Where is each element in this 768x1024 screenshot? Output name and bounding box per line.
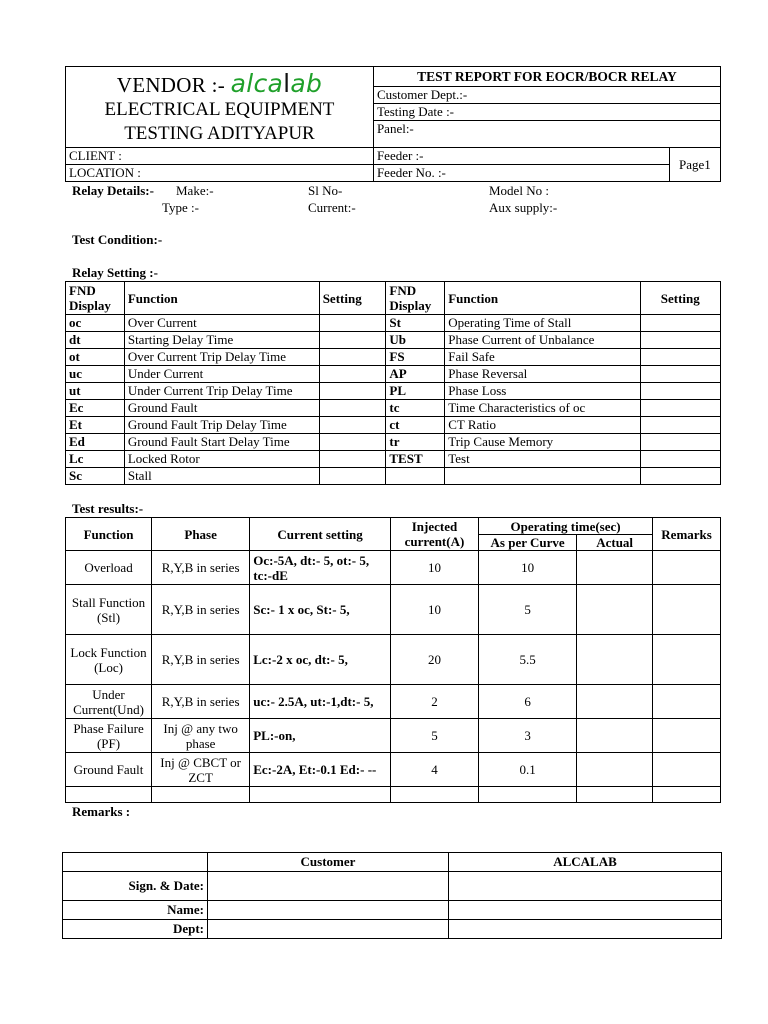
result-injected-current: 10 xyxy=(390,551,478,585)
relay-setting-table xyxy=(65,281,721,485)
result-injected-current: 20 xyxy=(390,635,478,685)
relay-aux-supply: Aux supply:- xyxy=(489,200,558,215)
result-remarks[interactable] xyxy=(653,753,721,787)
fnd-code: Sc xyxy=(66,468,125,485)
setting-value[interactable] xyxy=(319,366,386,383)
setting-value[interactable] xyxy=(640,434,721,451)
setting-value[interactable] xyxy=(640,400,721,417)
setting-row xyxy=(66,315,721,332)
col-function: Function xyxy=(445,282,640,315)
fnd-code: ct xyxy=(386,417,445,434)
customer-dept-cell[interactable] xyxy=(208,920,449,939)
result-actual[interactable] xyxy=(577,787,653,803)
report-title: TEST REPORT FOR EOCR/BOCR RELAY xyxy=(373,67,720,87)
function-name xyxy=(445,468,640,485)
result-remarks[interactable] xyxy=(653,635,721,685)
setting-value[interactable] xyxy=(319,400,386,417)
function-name: Phase Current of Unbalance xyxy=(445,332,640,349)
result-injected-current: 5 xyxy=(390,719,478,753)
fnd-code: uc xyxy=(66,366,125,383)
result-function: Lock Function (Loc) xyxy=(66,635,152,685)
setting-value[interactable] xyxy=(640,417,721,434)
fnd-code: PL xyxy=(386,383,445,400)
col-fnd-display: FND Display xyxy=(66,282,125,315)
customer-dept-field: Customer Dept.:- xyxy=(373,87,720,104)
result-current-setting: Sc:- 1 x oc, St:- 5, xyxy=(250,585,391,635)
result-actual[interactable] xyxy=(577,753,653,787)
relay-current: Current:- xyxy=(308,200,356,215)
fnd-code: ut xyxy=(66,383,125,400)
result-function: Stall Function (Stl) xyxy=(66,585,152,635)
col-setting: Setting xyxy=(640,282,721,315)
testing-date-field: Testing Date :- xyxy=(373,104,720,121)
result-current-setting xyxy=(250,787,391,803)
setting-value[interactable] xyxy=(640,468,721,485)
fnd-code: AP xyxy=(386,366,445,383)
vendor-cell xyxy=(66,67,374,148)
function-name: Phase Reversal xyxy=(445,366,640,383)
result-row xyxy=(66,685,721,719)
function-name: Ground Fault Start Delay Time xyxy=(124,434,319,451)
fnd-code: Ed xyxy=(66,434,125,451)
result-injected-current: 4 xyxy=(390,753,478,787)
relay-setting-heading: Relay Setting :- xyxy=(72,265,158,280)
result-as-per-curve xyxy=(479,787,577,803)
result-as-per-curve: 5 xyxy=(479,585,577,635)
function-name: Time Characteristics of oc xyxy=(445,400,640,417)
result-phase: R,Y,B in series xyxy=(152,551,250,585)
setting-value[interactable] xyxy=(319,417,386,434)
setting-row xyxy=(66,417,721,434)
col-injected-current: Injected current(A) xyxy=(390,518,478,551)
result-actual[interactable] xyxy=(577,585,653,635)
result-current-setting: Ec:-2A, Et:-0.1 Ed:- -- xyxy=(250,753,391,787)
col-alcalab: ALCALAB xyxy=(449,853,722,872)
col-function: Function xyxy=(66,518,152,551)
result-injected-current: 10 xyxy=(390,585,478,635)
client-field: CLIENT : xyxy=(66,148,374,165)
location-field: LOCATION : xyxy=(66,165,374,182)
setting-value[interactable] xyxy=(319,434,386,451)
function-name: Test xyxy=(445,451,640,468)
customer-sign-cell[interactable] xyxy=(208,872,449,901)
result-row xyxy=(66,585,721,635)
result-current-setting: uc:- 2.5A, ut:-1,dt:- 5, xyxy=(250,685,391,719)
setting-value[interactable] xyxy=(640,451,721,468)
col-as-per-curve: As per Curve xyxy=(479,535,577,551)
result-function: Overload xyxy=(66,551,152,585)
col-remarks: Remarks xyxy=(653,518,721,551)
col-customer: Customer xyxy=(208,853,449,872)
function-name: Stall xyxy=(124,468,319,485)
result-remarks[interactable] xyxy=(653,551,721,585)
vendor-prefix: VENDOR :- xyxy=(116,72,226,97)
result-row xyxy=(66,753,721,787)
customer-name-cell[interactable] xyxy=(208,901,449,920)
result-as-per-curve: 6 xyxy=(479,685,577,719)
function-name: Phase Loss xyxy=(445,383,640,400)
result-current-setting: Oc:-5A, dt:- 5, ot:- 5, tc:-dE xyxy=(250,551,391,585)
col-function: Function xyxy=(124,282,319,315)
fnd-code: TEST xyxy=(386,451,445,468)
remarks-label: Remarks : xyxy=(72,804,131,819)
result-as-per-curve: 3 xyxy=(479,719,577,753)
result-as-per-curve: 5.5 xyxy=(479,635,577,685)
fnd-code: FS xyxy=(386,349,445,366)
setting-row xyxy=(66,451,721,468)
setting-row xyxy=(66,468,721,485)
result-phase: Inj @ CBCT or ZCT xyxy=(152,753,250,787)
result-injected-current xyxy=(390,787,478,803)
alcalab-name-cell[interactable] xyxy=(449,901,722,920)
setting-row xyxy=(66,383,721,400)
sign-date-label: Sign. & Date: xyxy=(63,872,208,901)
fnd-code: tc xyxy=(386,400,445,417)
result-actual[interactable] xyxy=(577,685,653,719)
fnd-code: St xyxy=(386,315,445,332)
fnd-code: dt xyxy=(66,332,125,349)
relay-sl-no: Sl No- xyxy=(308,183,343,198)
setting-row xyxy=(66,400,721,417)
setting-row xyxy=(66,349,721,366)
vendor-line xyxy=(69,69,370,98)
setting-value[interactable] xyxy=(319,349,386,366)
setting-row xyxy=(66,434,721,451)
result-function: Under Current(Und) xyxy=(66,685,152,719)
result-phase: R,Y,B in series xyxy=(152,585,250,635)
panel-field: Panel:- xyxy=(373,121,720,148)
fnd-code: Ec xyxy=(66,400,125,417)
test-results-table xyxy=(65,517,721,803)
result-remarks[interactable] xyxy=(653,585,721,635)
alcalab-sign-cell[interactable] xyxy=(449,872,722,901)
setting-value[interactable] xyxy=(319,332,386,349)
result-remarks[interactable] xyxy=(653,685,721,719)
function-name: CT Ratio xyxy=(445,417,640,434)
function-name: Under Current Trip Delay Time xyxy=(124,383,319,400)
result-injected-current: 2 xyxy=(390,685,478,719)
relay-model-no: Model No : xyxy=(489,183,549,198)
result-phase: R,Y,B in series xyxy=(152,635,250,685)
dept-label: Dept: xyxy=(63,920,208,939)
result-function: Phase Failure (PF) xyxy=(66,719,152,753)
setting-value[interactable] xyxy=(640,332,721,349)
result-row xyxy=(66,787,721,803)
result-row xyxy=(66,719,721,753)
fnd-code: Et xyxy=(66,417,125,434)
setting-row xyxy=(66,332,721,349)
setting-value[interactable] xyxy=(640,315,721,332)
function-name: Trip Cause Memory xyxy=(445,434,640,451)
fnd-code: ot xyxy=(66,349,125,366)
result-as-per-curve: 10 xyxy=(479,551,577,585)
report-header-table xyxy=(65,66,721,182)
function-name: Fail Safe xyxy=(445,349,640,366)
page-number: Page1 xyxy=(669,148,720,182)
fnd-code: tr xyxy=(386,434,445,451)
signoff-table xyxy=(62,852,722,939)
alcalab-dept-cell[interactable] xyxy=(449,920,722,939)
setting-value[interactable] xyxy=(640,366,721,383)
vendor-subtitle-1: ELECTRICAL EQUIPMENT xyxy=(104,98,335,120)
function-name: Starting Delay Time xyxy=(124,332,319,349)
relay-make: Make:- xyxy=(176,183,214,198)
setting-value[interactable] xyxy=(319,468,386,485)
result-actual[interactable] xyxy=(577,635,653,685)
function-name: Operating Time of Stall xyxy=(445,315,640,332)
setting-value[interactable] xyxy=(640,383,721,400)
function-name: Locked Rotor xyxy=(124,451,319,468)
setting-value[interactable] xyxy=(640,349,721,366)
result-phase: R,Y,B in series xyxy=(152,685,250,719)
result-actual[interactable] xyxy=(577,551,653,585)
function-name: Over Current xyxy=(124,315,319,332)
vendor-subtitle-2: TESTING ADITYAPUR xyxy=(124,122,315,144)
result-row xyxy=(66,635,721,685)
result-remarks[interactable] xyxy=(653,719,721,753)
fnd-code: Ub xyxy=(386,332,445,349)
col-current-setting: Current setting xyxy=(250,518,391,551)
setting-value[interactable] xyxy=(319,315,386,332)
result-phase: Inj @ any two phase xyxy=(152,719,250,753)
signoff-corner xyxy=(63,853,208,872)
fnd-code xyxy=(386,468,445,485)
setting-value[interactable] xyxy=(319,383,386,400)
result-as-per-curve: 0.1 xyxy=(479,753,577,787)
fnd-code: Lc xyxy=(66,451,125,468)
col-phase: Phase xyxy=(152,518,250,551)
feeder-no-field: Feeder No. :- xyxy=(373,165,669,182)
brand-logo: alcalab xyxy=(230,68,323,98)
function-name: Under Current xyxy=(124,366,319,383)
col-actual: Actual xyxy=(577,535,653,551)
relay-type: Type :- xyxy=(162,200,199,215)
function-name: Ground Fault Trip Delay Time xyxy=(124,417,319,434)
result-phase xyxy=(152,787,250,803)
result-row xyxy=(66,551,721,585)
fnd-code: oc xyxy=(66,315,125,332)
feeder-field: Feeder :- xyxy=(373,148,669,165)
result-actual[interactable] xyxy=(577,719,653,753)
setting-row xyxy=(66,366,721,383)
result-function: Ground Fault xyxy=(66,753,152,787)
function-name: Over Current Trip Delay Time xyxy=(124,349,319,366)
col-setting: Setting xyxy=(319,282,386,315)
relay-details-label: Relay Details:- xyxy=(72,183,154,198)
setting-value[interactable] xyxy=(319,451,386,468)
result-function xyxy=(66,787,152,803)
test-condition-label: Test Condition:- xyxy=(72,232,163,247)
col-operating-time: Operating time(sec) xyxy=(479,518,653,535)
col-fnd-display: FND Display xyxy=(386,282,445,315)
name-label: Name: xyxy=(63,901,208,920)
result-current-setting: PL:-on, xyxy=(250,719,391,753)
function-name: Ground Fault xyxy=(124,400,319,417)
result-current-setting: Lc:-2 x oc, dt:- 5, xyxy=(250,635,391,685)
test-results-heading: Test results:- xyxy=(72,501,144,516)
result-remarks[interactable] xyxy=(653,787,721,803)
